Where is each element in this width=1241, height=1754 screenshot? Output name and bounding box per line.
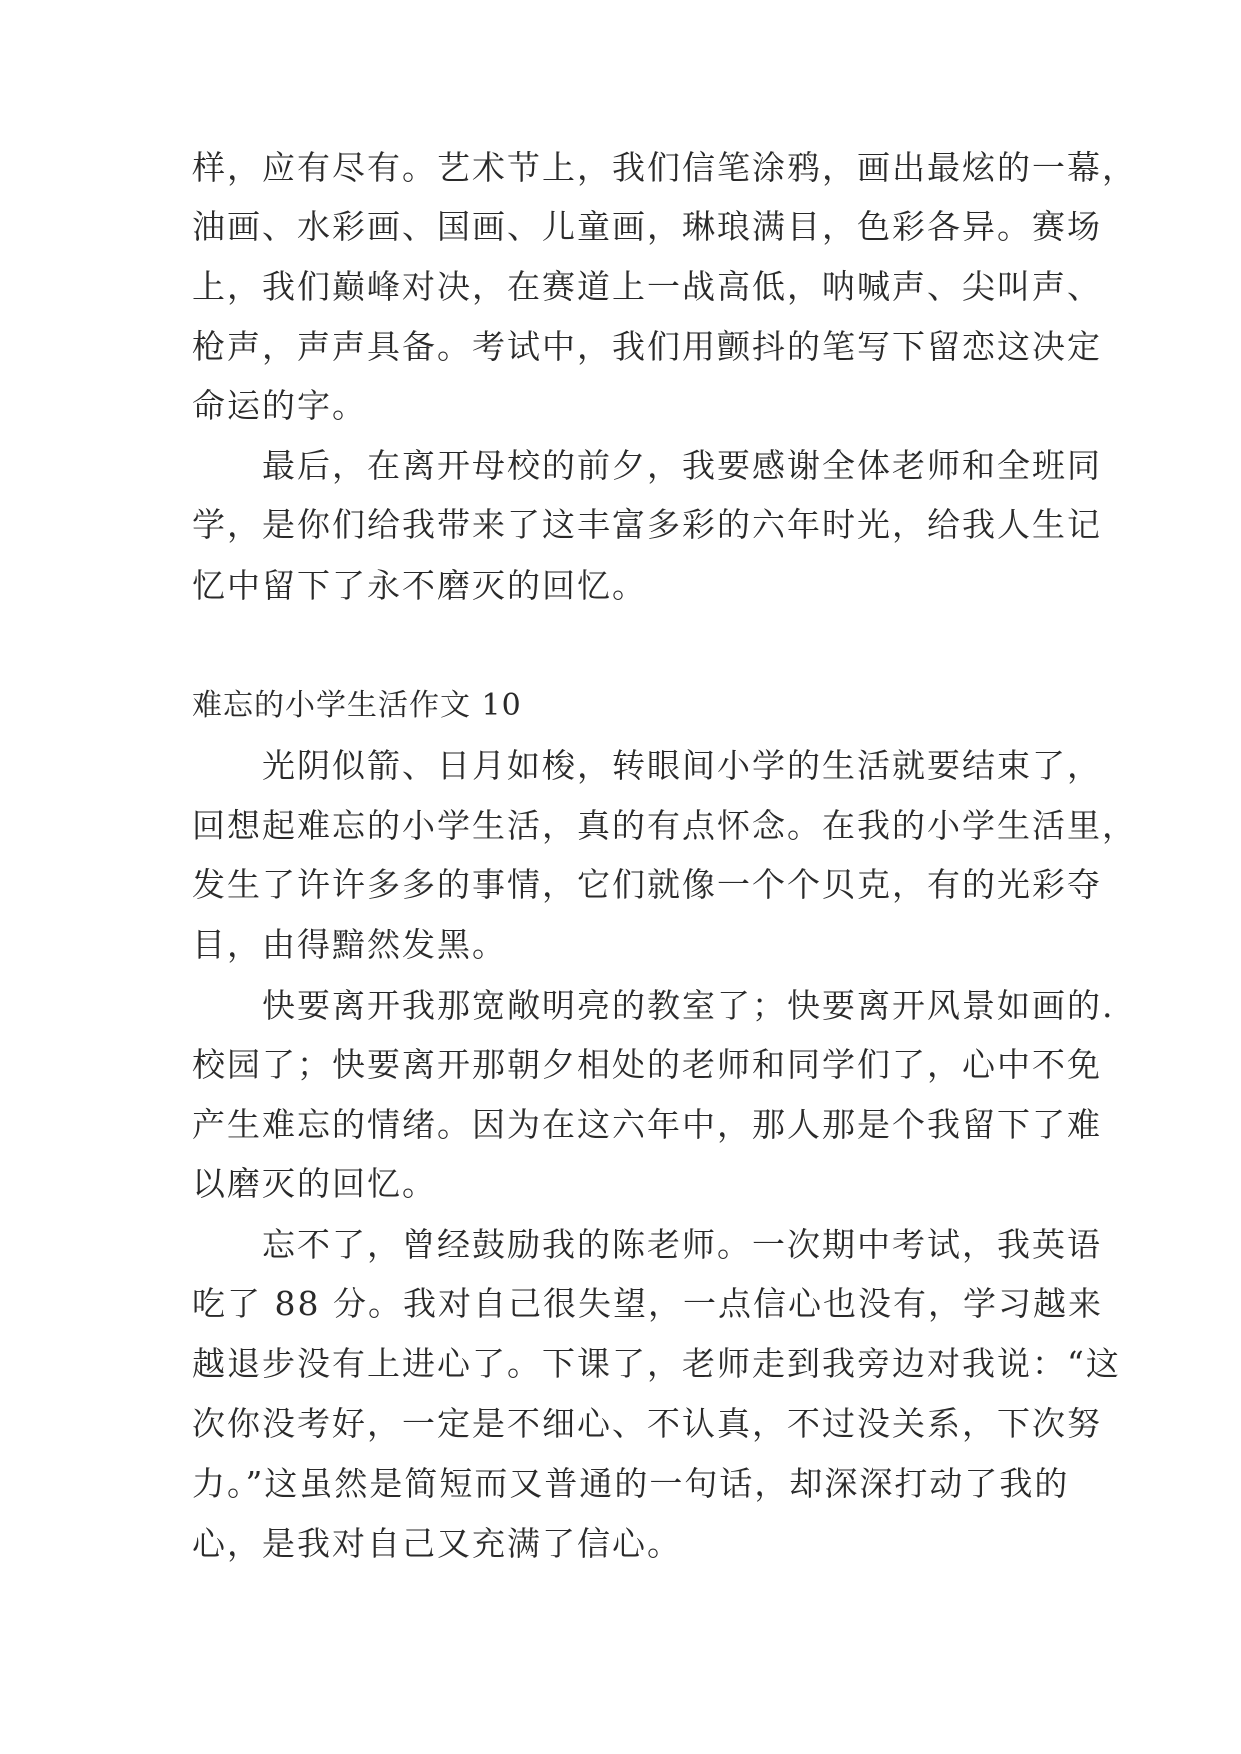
- text-line: 上，我们巅峰对决，在赛道上一战高低，呐喊声、尖叫声、: [192, 267, 1102, 306]
- text-line: 忆中留下了永不磨灭的回忆。: [192, 566, 647, 605]
- text-line: 样，应有尽有。艺术节上，我们信笔涂鸦，画出最炫的一幕，: [192, 148, 1137, 187]
- text-line: 以磨灭的回忆。: [192, 1164, 437, 1203]
- text-line: 学，是你们给我带来了这丰富多彩的六年时光，给我人生记: [192, 505, 1102, 544]
- text-line: 光阴似箭、日月如梭，转眼间小学的生活就要结束了，: [192, 746, 1102, 785]
- text-line: 枪声，声声具备。考试中，我们用颤抖的笔写下留恋这决定: [192, 327, 1102, 366]
- text-line: 心，是我对自己又充满了信心。: [192, 1524, 682, 1563]
- text-line: 产生难忘的情绪。因为在这六年中，那人那是个我留下了难: [192, 1105, 1102, 1144]
- text-line: 回想起难忘的小学生活，真的有点怀念。在我的小学生活里，: [192, 806, 1137, 845]
- section-title: 难忘的小学生活作文 10: [192, 688, 522, 723]
- text-line: 越退步没有上进心了。下课了，老师走到我旁边对我说：“这: [192, 1344, 1121, 1383]
- text-line: 发生了许许多多的事情，它们就像一个个贝克，有的光彩夺: [192, 865, 1102, 904]
- text-line: 吃了 88 分。我对自己很失望，一点信心也没有，学习越来: [192, 1284, 1103, 1323]
- text-line: 忘不了，曾经鼓励我的陈老师。一次期中考试，我英语: [192, 1225, 1102, 1264]
- text-line: 命运的字。: [192, 386, 367, 425]
- text-line: 力。”这虽然是简短而又普通的一句话，却深深打动了我的: [192, 1464, 1070, 1503]
- text-line: 校园了；快要离开那朝夕相处的老师和同学们了，心中不免: [192, 1045, 1102, 1084]
- text-line: 快要离开我那宽敞明亮的教室了；快要离开风景如画的.: [192, 986, 1115, 1025]
- text-line: 油画、水彩画、国画、儿童画，琳琅满目，色彩各异。赛场: [192, 207, 1102, 246]
- text-line: 目，由得黯然发黑。: [192, 925, 507, 964]
- text-line: 次你没考好，一定是不细心、不认真，不过没关系，下次努: [192, 1404, 1102, 1443]
- text-line: 最后，在离开母校的前夕，我要感谢全体老师和全班同: [192, 446, 1102, 485]
